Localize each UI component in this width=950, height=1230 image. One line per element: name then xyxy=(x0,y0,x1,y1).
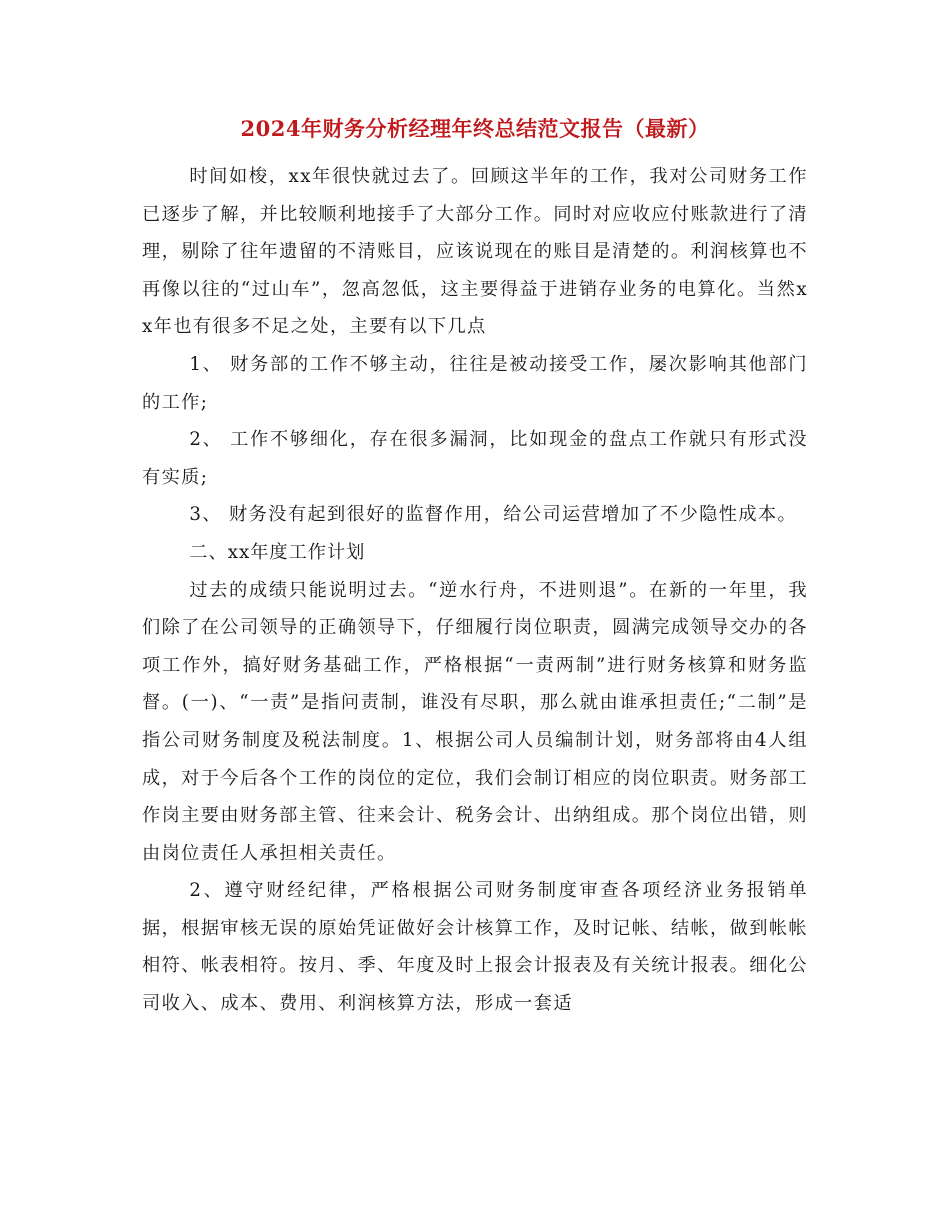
list-item-1: 1、 财务部的工作不够主动，往往是被动接受工作，屡次影响其他部门的工作; xyxy=(142,353,808,413)
list-item-2: 2、 工作不够细化，存在很多漏洞，比如现金的盘点工作就只有形式没有实质; xyxy=(142,429,808,488)
document-body xyxy=(142,158,808,1023)
section-heading-work-plan: 二、xx年度工作计划 xyxy=(189,541,366,563)
plan-paragraph: 过去的成绩只能说明过去。“逆水行舟，不进则退”。在新的一年里，我们除了在公司领导的正确领导下，仔细履行岗位职责，圆满完成领导交办的各项工作外，搞好财务基础工作，严格根据“一责两制”进行财务核算和财务监督。(一)、“一责”是指问责制，谁没有尽职，那么就由谁承担责任;“二制”是指公司财务制度及税法制度。1、根据公司人员编制计划，财务部将由4人组成，对于今后各个工作的岗位的定位，我们会制订相应的岗位职责。财务部工作岗主要由财务部主管、往来会计、税务会计、出纳组成。那个岗位出错，则由岗位责任人承担相关责任。 xyxy=(142,579,808,864)
document-title: 2024年财务分析经理年终总结范文报告（最新） xyxy=(240,116,710,141)
intro-paragraph: 时间如梭，xx年很快就过去了。回顾这半年的工作，我对公司财务工作已逐步了解，并比较顺利地接手了大部分工作。同时对应收应付账款进行了清理，剔除了往年遗留的不清账目，应该说现在的账目是清楚的。利润核算也不再像以往的“过山车”，忽高忽低，这主要得益于进销存业务的电算化。当然xx年也有很多不足之处，主要有以下几点 xyxy=(142,166,808,338)
list-item-3: 3、 财务没有起到很好的监督作用，给公司运营增加了不少隐性成本。 xyxy=(189,504,798,526)
discipline-paragraph: 2、遵守财经纪律，严格根据公司财务制度审查各项经济业务报销单据，根据审核无误的原始凭证做好会计核算工作，及时记帐、结帐，做到帐帐相符、帐表相符。按月、季、年度及时上报会计报表及有关统计报表。细化公司收入、成本、费用、利润核算方法，形成一套适 xyxy=(142,880,808,1015)
